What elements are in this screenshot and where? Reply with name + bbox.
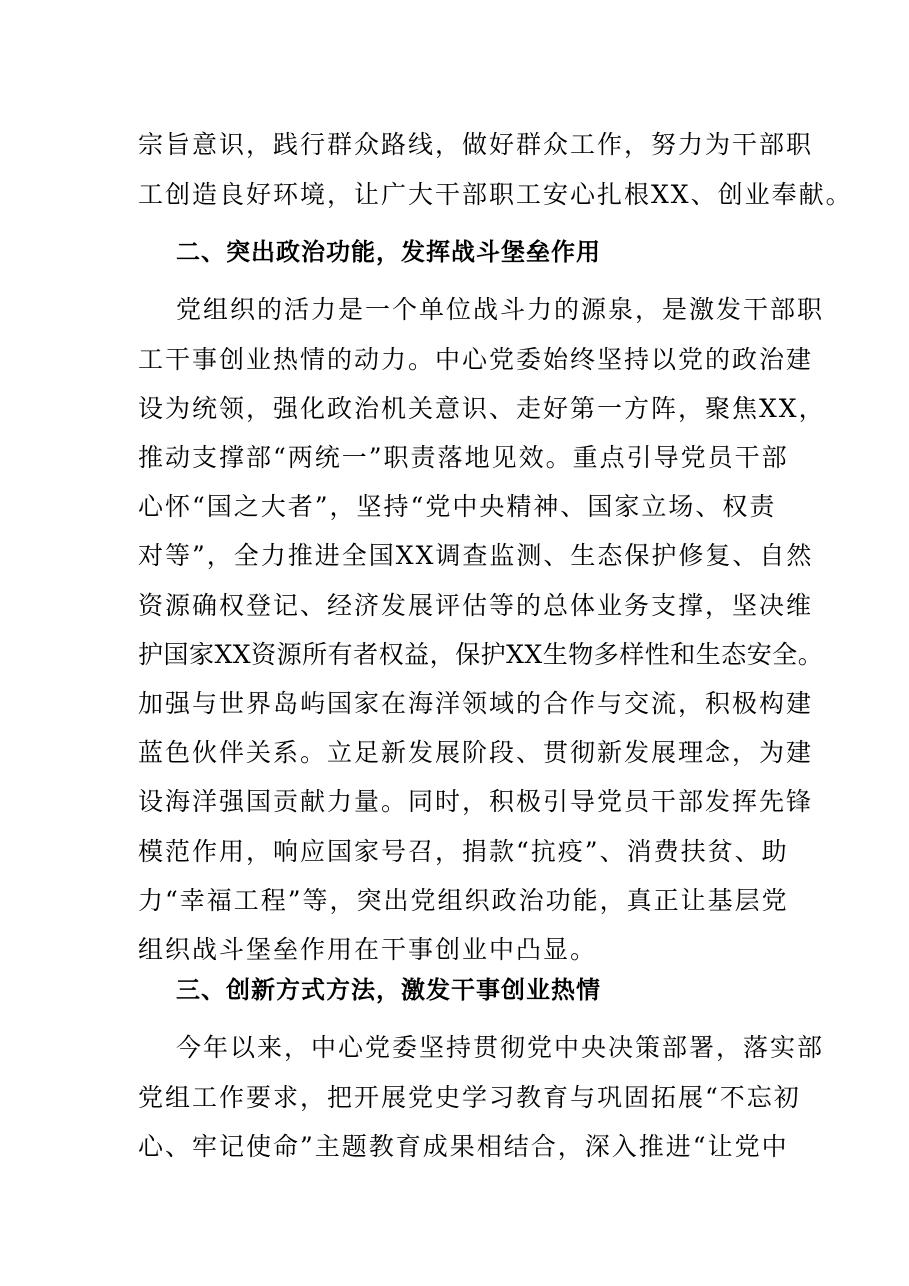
paragraph-line: 加强与世界岛屿国家在海洋领域的合作与交流，积极构建: [138, 689, 814, 718]
section-three-heading: 三、创新方式方法，激发干事创业热情: [176, 976, 601, 1004]
paragraph-line: 蓝色伙伴关系。立足新发展阶段、贯彻新发展理念，为建: [138, 738, 814, 767]
paragraph-line: 心、牢记使命”主题教育成果相结合，深入推进“让党中: [138, 1132, 789, 1161]
paragraph-line: 党组工作要求，把开展党史学习教育与巩固拓展“不忘初: [138, 1083, 801, 1112]
paragraph-line: 推动支撑部“两统一”职责落地见效。重点引导党员干部: [138, 443, 789, 472]
paragraph-line: 组织战斗堡垒作用在干事创业中凸显。: [138, 935, 598, 964]
paragraph-line: 资源确权登记、经济发展评估等的总体业务支撑，坚决维: [138, 591, 814, 620]
paragraph-line: 今年以来，中心党委坚持贯彻党中央决策部署，落实部: [176, 1033, 825, 1062]
paragraph-line: 力“幸福工程”等，突出党组织政治功能，真正让基层党: [138, 886, 789, 915]
paragraph-line: 心怀“国之大者”，坚持“党中央精神、国家立场、权责: [138, 492, 777, 521]
paragraph-line: 护国家XX资源所有者权益，保护XX生物多样性和生态安全。: [138, 640, 824, 669]
paragraph-line: 设海洋强国贡献力量。同时，积极引导党员干部发挥先锋: [138, 787, 814, 816]
paragraph-line: 工创造良好环境，让广大干部职工安心扎根XX、创业奉献。: [138, 180, 853, 209]
paragraph-line: 对等”，全力推进全国XX调查监测、生态保护修复、自然: [138, 541, 814, 570]
paragraph-line: 模范作用，响应国家号召，捐款“抗疫”、消费扶贫、助: [138, 837, 789, 866]
paragraph-line: 宗旨意识，践行群众路线，做好群众工作，努力为干部职: [138, 130, 814, 159]
paragraph-line: 设为统领，强化政治机关意识、走好第一方阵，聚焦XX，: [138, 394, 826, 423]
paragraph-line: 工干事创业热情的动力。中心党委始终坚持以党的政治建: [138, 345, 814, 374]
section-two-heading: 二、突出政治功能，发挥战斗堡垒作用: [176, 238, 601, 266]
paragraph-line: 党组织的活力是一个单位战斗力的源泉，是激发干部职: [176, 295, 825, 324]
